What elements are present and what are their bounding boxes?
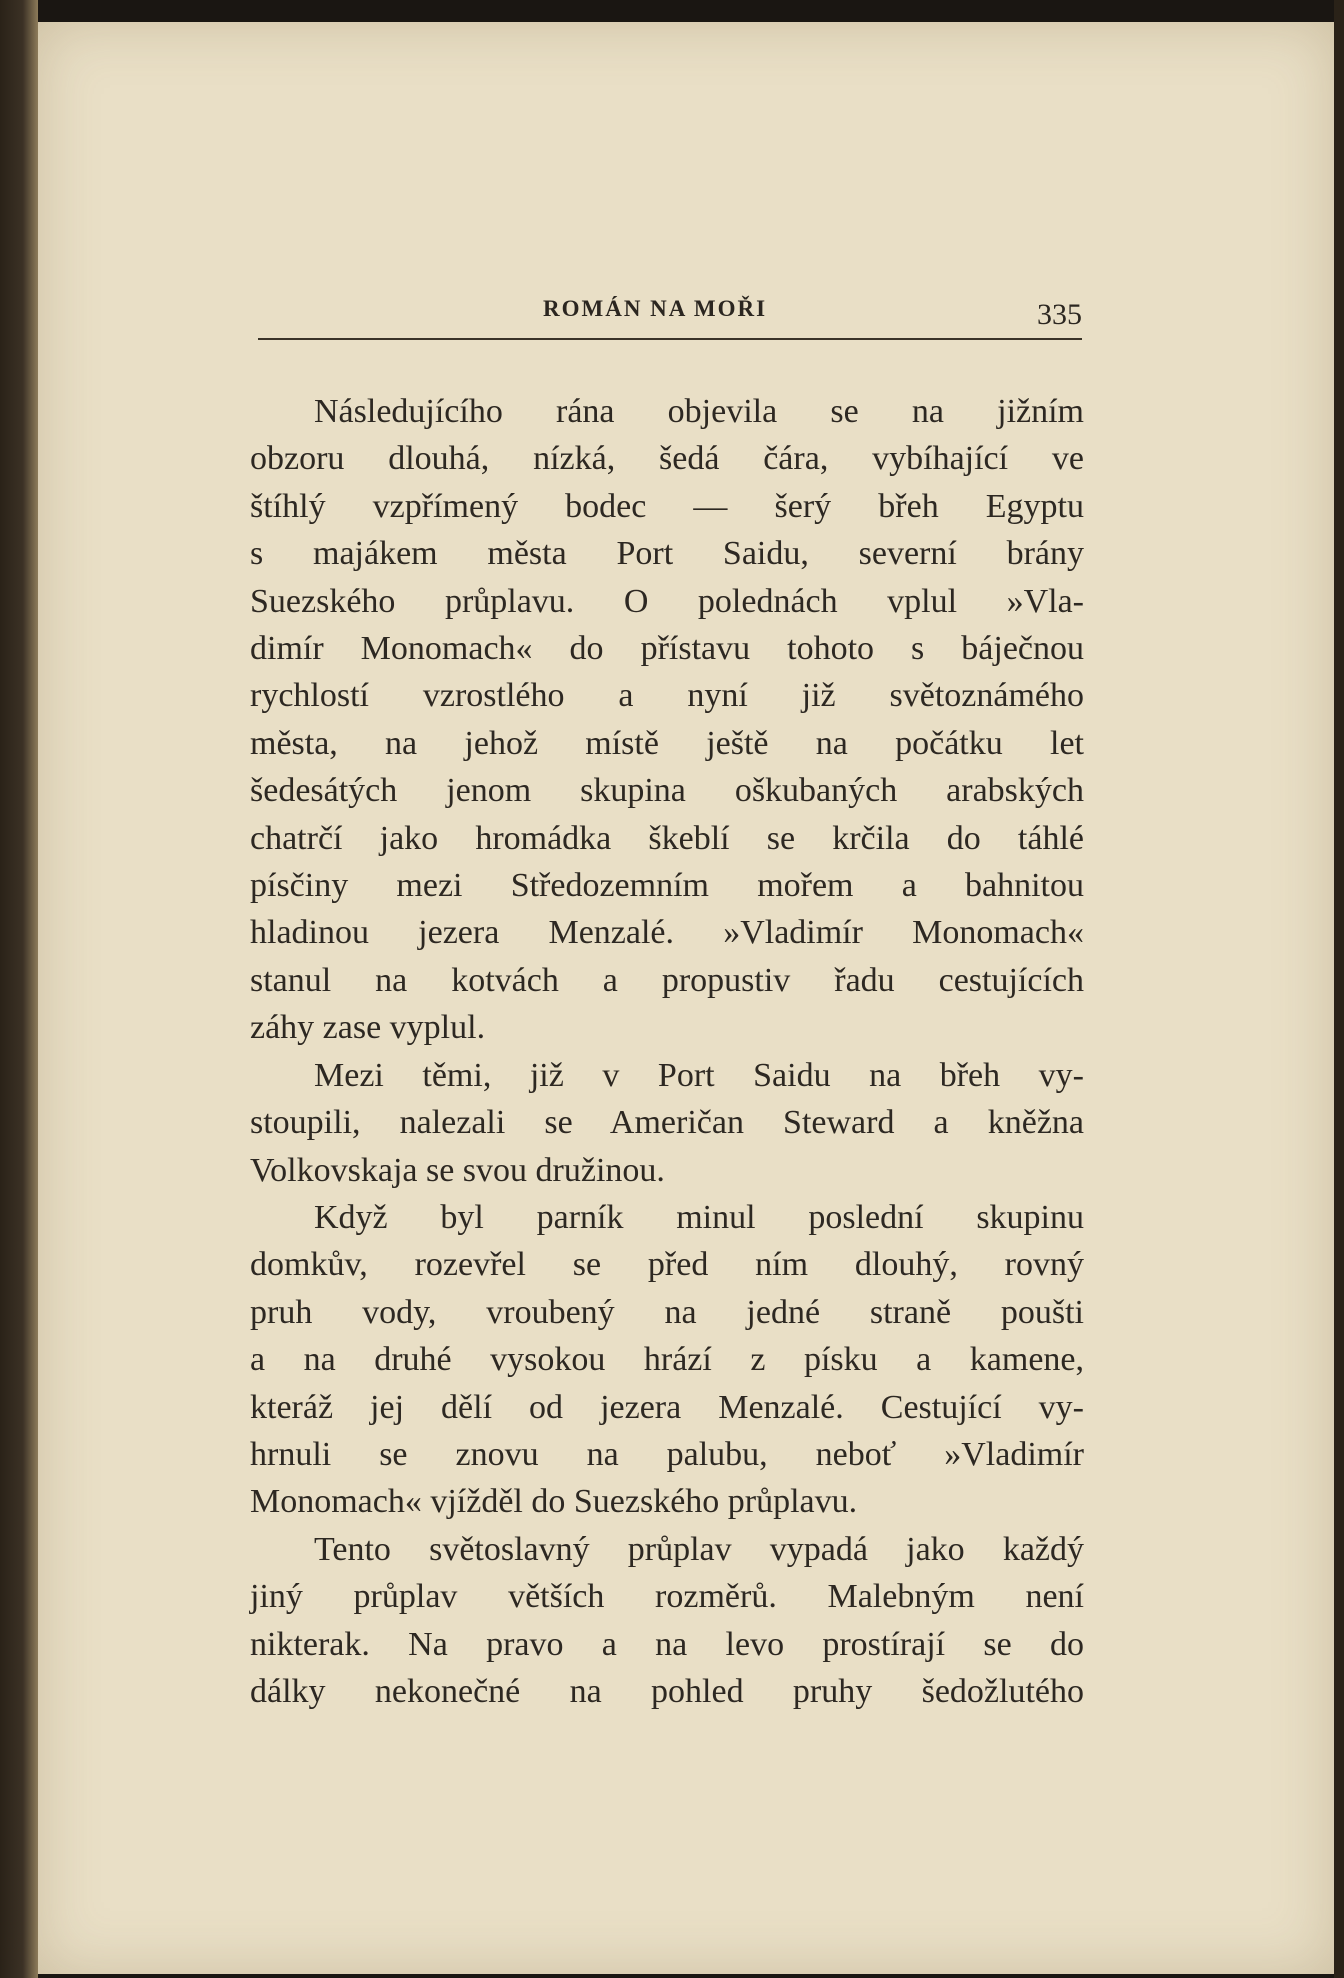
paragraph	[250, 1194, 1084, 1526]
body-text	[250, 388, 1084, 1715]
paragraph	[250, 388, 1084, 1052]
text-line: hrnuli se znovu na palubu, neboť »Vladimír	[250, 1435, 1084, 1473]
text-line: chatrčí jako hromádka škeblí se krčila do táhlé	[250, 819, 1084, 857]
text-line: Mezi těmi, již v Port Saidu na břeh vy-	[314, 1056, 1084, 1094]
text-line: nikterak. Na pravo a na levo prostírají se do	[250, 1625, 1084, 1663]
page-right-edge	[1334, 0, 1344, 1978]
text-line: obzoru dlouhá, nízká, šedá čára, vybíhající ve	[250, 440, 1084, 478]
book-binding-edge	[0, 0, 38, 1978]
text-line: rychlostí vzrostlého a nyní již světoznámého	[250, 677, 1084, 715]
text-line: Suezského průplavu. O polednách vplul »Vla-	[250, 582, 1084, 620]
page-header	[258, 290, 1082, 340]
text-line: záhy zase vyplul.	[250, 1009, 486, 1047]
text-line: Tento světoslavný průplav vypadá jako každý	[314, 1530, 1084, 1568]
paragraph	[250, 1526, 1084, 1716]
text-line: písčiny mezi Středozemním mořem a bahnitou	[250, 867, 1084, 905]
text-line: pruh vody, vroubený na jedné straně poušti	[250, 1293, 1084, 1331]
text-line: města, na jehož místě ještě na počátku let	[250, 724, 1084, 762]
text-line: domkův, rozevřel se před ním dlouhý, rovný	[250, 1246, 1084, 1284]
text-line: dimír Monomach« do přístavu tohoto s báječnou	[250, 630, 1084, 668]
text-line: Následujícího rána objevila se na jižním	[314, 393, 1084, 430]
text-line: Když byl parník minul poslední skupinu	[314, 1198, 1084, 1236]
text-line: jiný průplav větších rozměrů. Malebným není	[250, 1578, 1084, 1616]
text-line: hladinou jezera Menzalé. »Vladimír Monomach«	[250, 914, 1084, 952]
text-line: štíhlý vzpřímený bodec — šerý břeh Egyptu	[250, 487, 1084, 525]
text-line: šedesátých jenom skupina oškubaných arabských	[250, 772, 1084, 810]
text-line: stoupili, nalezali se Američan Steward a kněžna	[250, 1104, 1084, 1142]
text-line: Monomach« vjížděl do Suezského průplavu.	[250, 1483, 858, 1521]
text-line: kteráž jej dělí od jezera Menzalé. Cestující vy-	[250, 1388, 1084, 1426]
running-head: ROMÁN NA MOŘI	[543, 296, 768, 321]
page-number: 335	[1037, 298, 1082, 331]
paragraph	[250, 1052, 1084, 1194]
text-line: Volkovskaja se svou družinou.	[250, 1151, 665, 1189]
text-line: a na druhé vysokou hrází z písku a kamene,	[250, 1341, 1084, 1379]
text-line: stanul na kotvách a propustiv řadu cestujících	[250, 961, 1084, 999]
text-line: dálky nekonečné na pohled pruhy šedožlutého	[250, 1672, 1084, 1710]
text-line: s majákem města Port Saidu, severní brány	[250, 535, 1084, 573]
